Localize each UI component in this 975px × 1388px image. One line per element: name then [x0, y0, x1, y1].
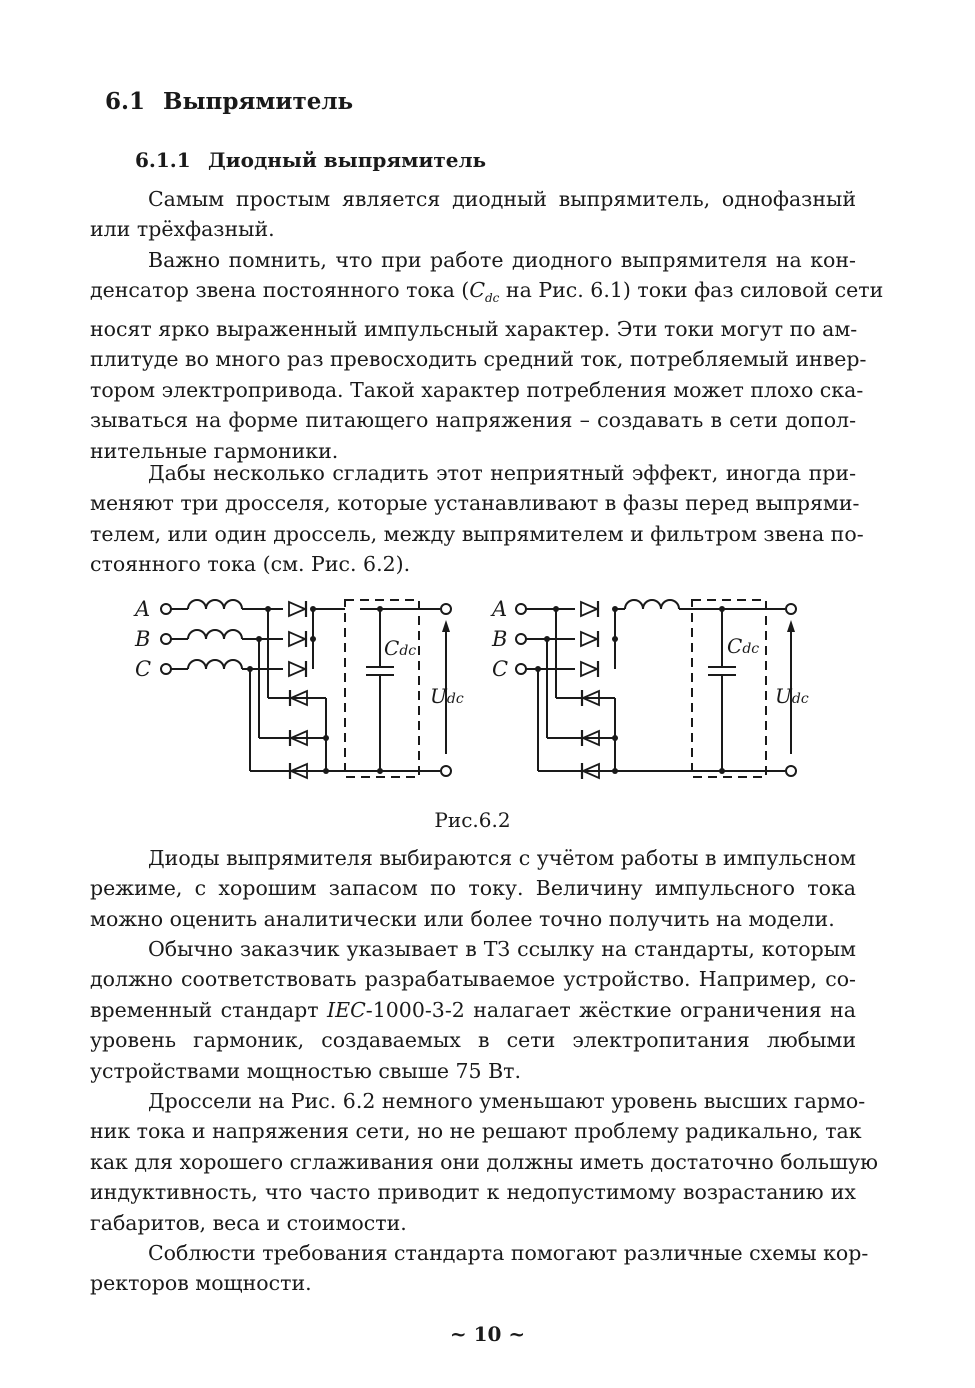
label-capacitor	[384, 636, 416, 660]
text-line: ник тока и напряжения сети, но не решают проблему радикально, так	[90, 1119, 862, 1144]
choke-c-icon	[188, 660, 242, 669]
text-line	[90, 275, 884, 314]
text-line: телем, или один дроссель, между выпрямителем и фильтром звена по-	[90, 521, 864, 546]
label-phase-c: C	[135, 657, 152, 681]
capacitor-letter: C	[727, 634, 743, 658]
paragraph-2	[90, 245, 884, 466]
text-line: должно соответствовать разрабатываемое устройство. Например, со-	[90, 967, 856, 992]
text-line: Важно помнить, что при работе диодного выпрямителя на кон-	[148, 248, 856, 272]
diode-icon	[289, 661, 306, 677]
subsection-title: Диодный выпрямитель	[208, 148, 487, 172]
left-schematic	[161, 600, 451, 779]
text-line: носят ярко выраженный импульсный характер. Эти токи могут по ам-	[90, 316, 858, 341]
paragraph-3	[90, 458, 864, 580]
voltage-index: dc	[446, 691, 464, 707]
label-phase-a: A	[492, 597, 508, 621]
paragraph-1	[90, 184, 856, 245]
choke-b-icon	[188, 630, 242, 639]
figure-caption: Рис.6.2	[434, 808, 511, 832]
voltage-letter: U	[430, 684, 447, 708]
capacitor-index: dc	[742, 641, 760, 657]
text-fragment: денсатор звена постоянного тока (	[90, 278, 470, 303]
text-fragment: на Рис. 6.1) токи фаз силовой сети	[499, 278, 884, 303]
text-line: индуктивность, что часто приводит к недопустимому возрастанию их	[90, 1180, 856, 1205]
section-heading	[105, 88, 353, 115]
text-line: Дроссели на Рис. 6.2 немного уменьшают уровень высших гармо-	[148, 1089, 866, 1113]
label-phase-b: B	[492, 627, 508, 651]
capacitor-letter: C	[384, 636, 400, 660]
text-line: ректоров мощности.	[90, 1271, 312, 1296]
text-fragment: временный стандарт	[90, 997, 328, 1022]
paragraph-6	[90, 1086, 879, 1238]
choke-dc-icon	[625, 600, 679, 609]
subsection-number: 6.1.1	[135, 148, 191, 172]
text-line: уровень гармоник, создаваемых в сети электропитания любыми	[90, 1028, 856, 1053]
diode-icon	[289, 631, 306, 647]
capacitor-symbol: C	[469, 278, 485, 303]
diode-icon	[289, 601, 306, 617]
text-line: плитуде во много раз превосходить средний ток, потребляемый инвер-	[90, 347, 867, 372]
text-line: Обычно заказчик указывает в ТЗ ссылку на стандарты, которым	[148, 937, 856, 961]
text-line: или трёхфазный.	[90, 217, 275, 242]
text-line: тором электропривода. Такой характер потребления может плохо ска-	[90, 377, 864, 402]
capacitor-subscript: dc	[485, 291, 500, 306]
text-line: режиме, с хорошим запасом по току. Величину импульсного тока	[90, 876, 856, 901]
text-fragment: -1000-3-2 налагает жёсткие ограничения на	[365, 997, 856, 1022]
paragraph-5	[90, 934, 856, 1086]
subsection-heading	[135, 148, 486, 172]
standard-name: IEC	[327, 997, 366, 1022]
choke-a-icon	[188, 600, 242, 609]
text-line	[90, 995, 856, 1025]
rectifier-circuit-diagram	[120, 588, 820, 788]
paragraph-7	[90, 1238, 869, 1299]
text-line: Самым простым является диодный выпрямитель, однофазный	[148, 187, 856, 211]
text-line: зываться на форме питающего напряжения – создавать в сети допол-	[90, 408, 856, 433]
diode-icon	[581, 631, 598, 647]
page-number: ~ 10 ~	[449, 1322, 526, 1346]
diode-icon	[581, 661, 598, 677]
text-line: устройствами мощностью свыше 75 Вт.	[90, 1058, 521, 1083]
label-phase-b: B	[135, 627, 151, 651]
text-line: меняют три дросселя, которые устанавливают в фазы перед выпрями-	[90, 491, 860, 516]
diode-icon	[581, 601, 598, 617]
right-schematic	[516, 600, 796, 779]
text-line: можно оценить аналитически или более точно получить на модели.	[90, 906, 835, 931]
text-line: габаритов, веса и стоимости.	[90, 1210, 407, 1235]
text-line: Дабы несколько сгладить этот неприятный эффект, иногда при-	[148, 461, 856, 485]
label-phase-a: A	[135, 597, 151, 621]
capacitor-index: dc	[399, 643, 417, 659]
text-line: Соблюсти требования стандарта помогают различные схемы кор-	[148, 1241, 869, 1265]
text-line: Диоды выпрямителя выбираются с учётом работы в импульсном	[148, 846, 856, 870]
section-number: 6.1	[105, 88, 146, 115]
voltage-letter: U	[775, 684, 792, 708]
voltage-index: dc	[791, 691, 809, 707]
paragraph-4	[90, 843, 856, 934]
label-phase-c: C	[492, 657, 509, 681]
label-capacitor	[727, 634, 759, 658]
text-line: как для хорошего сглаживания они должны иметь достаточно большую	[90, 1149, 879, 1174]
section-title: Выпрямитель	[163, 88, 354, 115]
text-line: нительные гармоники.	[90, 438, 339, 463]
text-line: стоянного тока (см. Рис. 6.2).	[90, 552, 411, 577]
